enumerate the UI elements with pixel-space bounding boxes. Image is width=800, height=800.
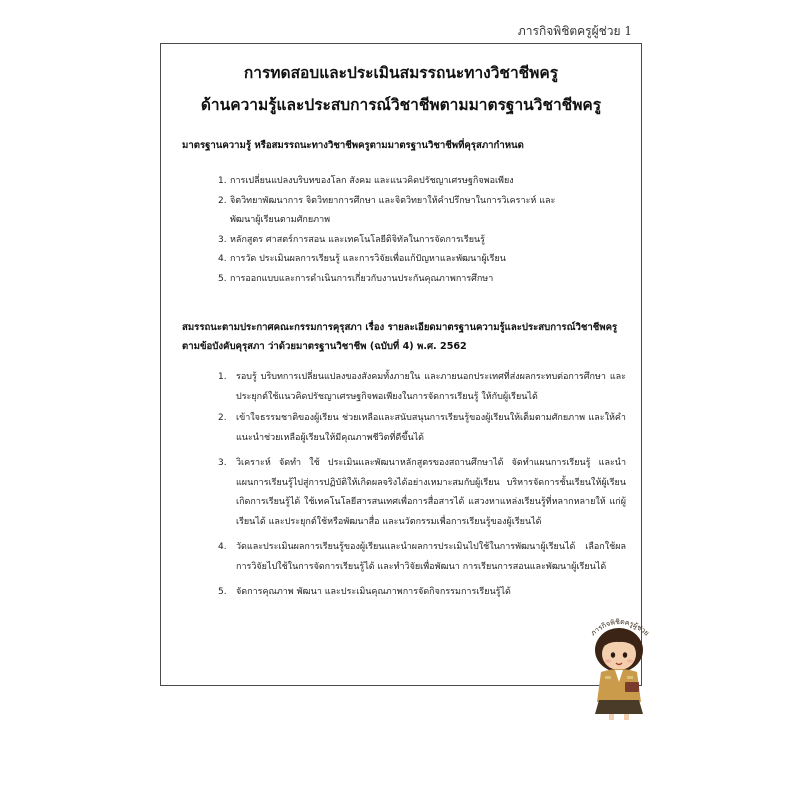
list-item-number: 4. bbox=[218, 542, 227, 552]
list-item-number: 4. bbox=[218, 254, 227, 264]
section2-list bbox=[218, 368, 626, 603]
section1-list bbox=[218, 172, 558, 289]
list-item bbox=[218, 172, 558, 192]
list-item-number: 2. bbox=[218, 195, 227, 206]
list-item-text: จิตวิทยาพัฒนาการ จิตวิทยาการศึกษา และจิตวิทยาให้คำปรึกษาในการวิเคราะห์ และพัฒนาผู้เรียนตามศักยภาพ bbox=[230, 195, 556, 225]
page-title-line2: ด้านความรู้และประสบการณ์วิชาชีพตามมาตรฐานวิชาชีพครู bbox=[200, 96, 602, 114]
list-item-text: หลักสูตร ศาสตร์การสอน และเทคโนโลยีดิจิทัลในการจัดการเรียนรู้ bbox=[230, 234, 485, 245]
list-item bbox=[218, 538, 626, 577]
list-item-text: รอบรู้ บริบทการเปลี่ยนแปลงของสังคมทั้งภายใน และภายนอกประเทศที่ส่งผลกระทบต่อการศึกษา และประยุกต์ใช้แนวคิดปรัชญาเศรษฐกิจพอเพียงในการจัดการเรียนรู้ ให้กับผู้เรียนได้ bbox=[236, 372, 626, 402]
list-item-number: 2. bbox=[218, 413, 227, 423]
list-item-text: วัดและประเมินผลการเรียนรู้ของผู้เรียนและนำผลการประเมินไปใช้ในการพัฒนาผู้เรียนได้ เลือกใช้ผลการวิจัยไปใช้ในการจัดการเรียนรู้ได้ และทำวิจัยเพื่อพัฒนา การเรียนการสอนและพัฒนาผู้เรียนได้ bbox=[236, 542, 626, 572]
mascot-caption: ภารกิจพิชิตครูผู้ช่วย bbox=[589, 617, 651, 638]
page-title-line1: การทดสอบและประเมินสมรรถนะทางวิชาชีพครู bbox=[243, 64, 559, 82]
list-item-text: จัดการคุณภาพ พัฒนา และประเมินคุณภาพการจัดกิจกรรมการเรียนรู้ได้ bbox=[236, 587, 511, 597]
list-item bbox=[218, 409, 626, 448]
list-item-number: 1. bbox=[218, 372, 227, 382]
list-item-text: การเปลี่ยนแปลงบริบทของโลก สังคม และแนวคิดปรัชญาเศรษฐกิจพอเพียง bbox=[230, 176, 514, 186]
list-item bbox=[218, 231, 558, 251]
list-item-number: 5. bbox=[218, 273, 227, 284]
list-item-number: 5. bbox=[218, 587, 227, 597]
list-item-number: 3. bbox=[218, 458, 227, 468]
list-item bbox=[218, 368, 626, 407]
list-item-text: เข้าใจธรรมชาติของผู้เรียน ช่วยเหลือและสนับสนุนการเรียนรู้ของผู้เรียนให้เต็มตามศักยภาพ และให้คำแนะนำช่วยเหลือผู้เรียนให้มีคุณภาพชีวิตที่ดีขึ้นได้ bbox=[236, 413, 626, 443]
list-item-text: การออกแบบและการดำเนินการเกี่ยวกับงานประกันคุณภาพการศึกษา bbox=[230, 273, 494, 284]
list-item-number: 1. bbox=[218, 176, 227, 186]
header-label: ภารกิจพิชิตครูผู้ช่วย 1 bbox=[517, 24, 632, 38]
list-item-text: วิเคราะห์ จัดทำ ใช้ ประเมินและพัฒนาหลักสูตรของสถานศึกษาได้ จัดทำแผนการเรียนรู้ และนำแผนการเรียนรู้ไปสู่การปฏิบัติให้เกิดผลจริงได้อย่างเหมาะสมกับผู้เรียน บริหารจัดการชั้นเรียนให้ผู้เรียนเกิดการเรียนรู้ได้ ใช้เทคโนโลยีสารสนเทศเพื่อการสื่อสารได้ แสวงหาแหล่งเรียนรู้ที่หลากหลายให้ แก่ผู้เรียนได้ และประยุกต์ใช้หรือพัฒนาสื่อ และนวัตกรรมเพื่อการเรียนรู้ของผู้เรียนได้ bbox=[236, 458, 626, 527]
section1-heading: มาตรฐานความรู้ หรือสมรรถนะทางวิชาชีพครูตามมาตรฐานวิชาชีพที่คุรุสภากำหนด bbox=[182, 140, 524, 151]
list-item bbox=[218, 270, 558, 290]
section2-heading: สมรรถนะตามประกาศคณะกรรมการคุรุสภา เรื่อง รายละเอียดมาตรฐานความรู้และประสบการณ์วิชาชีพครู ตามข้อบังคับคุรุสภา ว่าด้วยมาตรฐานวิชาชีพ (ฉบับที่ 4) พ.ศ. 2562 bbox=[182, 322, 618, 352]
list-item bbox=[218, 454, 626, 532]
list-item bbox=[218, 192, 558, 231]
list-item-text: การวัด ประเมินผลการเรียนรู้ และการวิจัยเพื่อแก้ปัญหาและพัฒนาผู้เรียน bbox=[230, 254, 506, 264]
list-item-number: 3. bbox=[218, 234, 227, 245]
teacher-mascot-icon bbox=[575, 610, 663, 722]
list-item bbox=[218, 250, 558, 270]
list-item bbox=[218, 583, 626, 603]
